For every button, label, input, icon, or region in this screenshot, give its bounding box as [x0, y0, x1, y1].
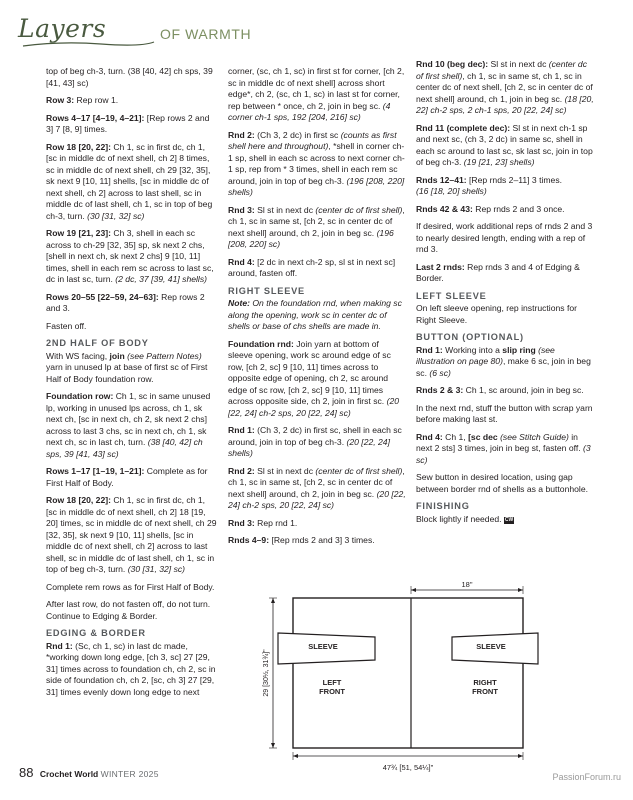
- text-run: Ch 1,: [442, 431, 469, 442]
- step-lead: Rows 4–17 [4–19, 4–21]:: [46, 112, 145, 123]
- text-italic: (see Pattern Notes): [124, 350, 202, 361]
- paragraph: [46, 95, 218, 107]
- stitch-count: (20 [22, 24] ch-2 sps, 20 [22, 24] sc): [228, 488, 406, 510]
- paragraph: [416, 514, 594, 526]
- text-run: After last row, do not fasten off, do not turn. Continue to Edging & Border.: [46, 599, 211, 621]
- stitch-count: (20 [22, 24] shells): [228, 436, 390, 458]
- step-lead: Foundation row:: [46, 391, 114, 401]
- text-italic: (see illustration on page 80): [416, 344, 555, 366]
- paragraph: [46, 292, 218, 315]
- paragraph: [416, 403, 594, 426]
- paragraph: [228, 66, 406, 124]
- text-run: , make 6 sc, join in beg sc.: [416, 356, 591, 378]
- column-middle: [228, 66, 406, 553]
- text-run: Ch 3, shell in each sc across to ch-29 [32, 35] sp, sk next 2 chs, [shell in next ch, sk next 2 chs] 9 [10, 11] times, shell in each rem sc across to last sc, dc in last sc, turn.: [46, 228, 214, 284]
- text-run: in next 2 sts] 3 times, join in beg st, fasten off.: [416, 431, 581, 453]
- step-lead: Rnds 42 & 43:: [416, 203, 473, 214]
- text-run: Fasten off.: [46, 320, 87, 331]
- section-heading: BUTTON (OPTIONAL): [416, 332, 524, 342]
- left-front-label-1: LEFT: [322, 678, 342, 687]
- step-lead: Last 2 rnds:: [416, 261, 465, 272]
- text-run: , ch 1, sc in same st, [ch 2, sc in center dc of next shell] around, ch 2, join in beg sc.: [228, 204, 405, 238]
- text-run: (Ch 3, 2 dc) in first sc: [254, 129, 339, 140]
- paragraph: [416, 204, 594, 216]
- text-italic: (center dc of first shell): [416, 59, 587, 81]
- text-run: (Ch 3, 2 dc) in first sc, shell in each sc around, join in top of beg ch-3.: [228, 425, 402, 447]
- paragraph: [416, 472, 594, 495]
- paragraph: [416, 59, 594, 117]
- paragraph: [46, 113, 218, 136]
- paragraph: [46, 66, 218, 89]
- stitch-count: (16 [18, 20] shells): [416, 186, 487, 196]
- paragraph: [46, 599, 218, 622]
- bottom-dimension: [293, 752, 523, 772]
- right-sleeve: [452, 633, 538, 664]
- stitch-count: (3 sc): [416, 443, 591, 465]
- paragraph: [416, 123, 594, 169]
- sleeve-label-right: SLEEVE: [476, 642, 506, 651]
- step-lead: Row 3:: [46, 95, 75, 105]
- stitch-count: (30 [31, 32] sc): [84, 210, 145, 221]
- sleeve-label-left: SLEEVE: [308, 642, 338, 651]
- stitch-count: (196 [208, 220] sc): [228, 227, 394, 249]
- top-dimension-label: 18": [461, 580, 473, 589]
- section-heading: RIGHT SLEEVE: [228, 285, 305, 296]
- paragraph: [46, 391, 218, 460]
- note-lead: Note:: [228, 298, 250, 308]
- step-lead: Foundation rnd:: [228, 338, 294, 349]
- left-sleeve: [278, 633, 375, 664]
- text-run: Sew button in desired location, using gap between border rnd of shells as a buttonhole.: [416, 472, 588, 494]
- paragraph: [416, 345, 594, 380]
- text-run: Ch 1, sc in first dc, ch 1, [sc in middle dc of next shell, ch 2] 8 times, sc in middle dc of next shell, ch 29 [32, 35], sk next 9 [10, 11] shells, [sc in middle dc of next shell, ch 2] across to last shell, sc in middle dc of last shell, ch 1, sc in top of beg ch-3, turn.: [46, 141, 213, 221]
- text-bold: slip ring: [502, 344, 536, 355]
- section-title-caps: OF WARMTH: [160, 26, 252, 42]
- side-dimension-label: 29 [30½, 31¾]": [263, 649, 270, 697]
- side-dimension: [262, 598, 277, 748]
- step-lead: Rnd 1:: [46, 640, 73, 651]
- step-lead: Row 18 [20, 22]:: [46, 141, 111, 152]
- text-run: yarn in unused lp at base of first sc of First Half of Body foundation row.: [46, 362, 208, 384]
- step-lead: Rnd 4:: [416, 431, 443, 442]
- text-run: [Rep rows 2 and 3] 7 [8, 9] times.: [46, 112, 210, 134]
- paragraph: [228, 466, 406, 512]
- step-lead: Rnd 1:: [228, 425, 255, 435]
- stitch-count: (196 [208, 220] shells): [228, 175, 405, 197]
- text-run: , ch 1, sc in same st, ch 1, sc in center dc of next shell, [ch 2, sc in center dc of next shell] around, ch 1, join in beg sc.: [416, 70, 593, 104]
- paragraph: [228, 425, 406, 460]
- text-bold: [sc dec: [468, 431, 498, 442]
- text-italic: (center dc of first shell): [313, 465, 403, 476]
- paragraph: [46, 495, 218, 576]
- step-lead: Rnd 2:: [228, 129, 255, 140]
- step-lead: Rows 1–17 [1–19, 1–21]:: [46, 466, 145, 476]
- text-run: Ch 1, sc in first dc, ch 1, [sc in middle dc of next shell, ch 2] 18 [19, 20] times, sc in middle dc of next shell, ch 29 [32, 35], sk next 9 [10, 11] shells, [sc in middle dc of next shell, ch 2] across to last shell, sc in middle dc of last shell, ch 1, sc in top of beg ch-3, turn.: [46, 495, 217, 574]
- stitch-count: (6 sc): [426, 367, 451, 378]
- text-run: (Sc, ch 1, sc) in last dc made, *working down long edge, [ch 3, sc] 27 [29, 31] times across to foundation ch, ch 2, sc in side of foundation ch, ch 2, [sc, ch 3] 27 [29, 31] times evenly down long edge to next: [46, 640, 216, 697]
- paragraph: [228, 535, 406, 547]
- magazine-name: Crochet World: [39, 769, 99, 779]
- note-text: On the foundation rnd, when making sc along the opening, work sc in center dc of shells or base of chs shells are made in.: [228, 298, 402, 331]
- text-run: Working into a: [442, 344, 503, 355]
- step-lead: Rows 20–55 [22–59, 24–63]:: [46, 291, 159, 302]
- paragraph: [46, 351, 218, 386]
- paragraph: [46, 582, 218, 594]
- section-heading: 2ND HALF OF BODY: [46, 338, 149, 348]
- paragraph: [228, 518, 406, 530]
- stitch-count: (30 [31, 32] sc): [125, 564, 186, 574]
- right-front-label-2: FRONT: [472, 687, 498, 696]
- text-run: Sl st in next ch-1 sp and next sc, (ch 3, 2 dc) in same sc, shell in each sc around to last sc, sk last sc, join in top of beg ch-3.: [416, 122, 593, 167]
- top-dimension: [411, 580, 523, 594]
- paragraph: [46, 466, 218, 489]
- paragraph: [46, 228, 218, 286]
- text-run: Sl st in next dc: [488, 59, 547, 69]
- left-front-label-2: FRONT: [319, 687, 345, 696]
- stitch-count: (38 [40, 42] ch sps, 39 [41, 43] sc): [46, 437, 203, 459]
- text-italic: (see Stitch Guide): [497, 431, 569, 442]
- paragraph: [416, 303, 594, 326]
- text-italic: (counts as first shell here and throughout): [228, 129, 397, 151]
- text-run: With WS facing,: [46, 350, 110, 361]
- text-run: On left sleeve opening, rep instructions for Right Sleeve.: [416, 303, 577, 325]
- page-number: 88: [19, 765, 34, 780]
- paragraph: [416, 262, 594, 285]
- text-run: Sl st in next dc: [254, 465, 314, 476]
- section-heading: FINISHING: [416, 501, 470, 511]
- text-run: Rep rnd 1.: [254, 517, 298, 528]
- stitch-count: (18 [20, 22] ch-2 sps, 2 ch-1 sps, 20 [22, 24] sc): [416, 93, 594, 115]
- text-run: top of beg ch-3, turn. (38 [40, 42] ch sps, 39 [41, 43] sc): [46, 66, 213, 88]
- issue-label: WINTER 2025: [100, 769, 159, 779]
- section-title-script: Layers: [18, 14, 107, 43]
- text-run: Rep rows 2 and 3.: [46, 291, 205, 313]
- text-run: Complete as for First Half of Body.: [46, 466, 208, 488]
- column-left: [46, 66, 218, 704]
- section-heading: LEFT SLEEVE: [416, 290, 487, 301]
- step-lead: Row 19 [21, 23]:: [46, 228, 111, 238]
- text-run: In the next rnd, stuff the button with scrap yarn before making last st.: [416, 402, 593, 424]
- paragraph: [228, 339, 406, 420]
- step-lead: Row 18 [20, 22]:: [46, 495, 111, 505]
- paragraph: [416, 432, 594, 467]
- stitch-count: (4 corner ch-1 sps, 192 [204, 216] sc): [228, 100, 391, 122]
- text-run: , *shell in corner ch-1 sp, shell in each sc across to next corner ch-1 sp, rep from * 3 times, shell in each rem sc around, join in top of beg ch-3.: [228, 141, 405, 186]
- step-lead: Rnd 3:: [228, 204, 255, 215]
- text-run: corner, (sc, ch 1, sc) in first st for corner, [ch 2, sc in middle dc of next shell] across short edge*, ch 2, (sc, ch 1, sc) in last st for corner, rep between * once, ch 2, join in beg sc.: [228, 66, 405, 111]
- paragraph: [416, 221, 594, 256]
- text-run: Join yarn at bottom of sleeve opening, work sc around edge of sc row, [ch 2, sc] 9 [10, 11] times across to opposite edge of opening, ch 2, sc around edge of sc row, [ch 2, sc] 9 [10, 11] times across opposite side, ch 2, join in first sc.: [228, 338, 391, 406]
- stitch-count: (19 [21, 23] shells): [461, 157, 535, 167]
- step-lead: Rnds 2 & 3:: [416, 385, 464, 395]
- text-run: Sl st in next dc: [254, 204, 314, 215]
- text-run: Block lightly if needed.: [416, 513, 502, 524]
- bottom-dimension-label: 47¾ [51, 54¼]": [382, 763, 434, 772]
- section-heading: EDGING & BORDER: [46, 628, 146, 638]
- garment-schematic: [240, 578, 600, 778]
- paragraph: [228, 257, 406, 280]
- title-swash-decoration: [21, 40, 156, 48]
- column-right: [416, 59, 594, 531]
- paragraph: [228, 205, 406, 251]
- step-lead: Rnd 3:: [228, 517, 255, 528]
- text-run: [Rep rnds 2 and 3] 3 times.: [269, 535, 375, 545]
- end-badge: CW: [504, 516, 514, 523]
- text-run: [Rep rnds 2–11] 3 times.: [466, 174, 563, 185]
- text-run: , ch 1, sc in same st, [ch 2, sc in center dc of next shell] around, ch 2, join in beg sc.: [228, 465, 405, 499]
- step-lead: Rnds 12–41:: [416, 174, 467, 185]
- section-header: [18, 10, 418, 50]
- step-lead: Rnd 1:: [416, 344, 443, 355]
- right-front-label-1: RIGHT: [473, 678, 497, 687]
- stitch-count: (2 dc, 37 [39, 41] shells): [112, 274, 207, 284]
- text-run: Complete rem rows as for First Half of Body.: [46, 581, 215, 592]
- stitch-count: (20 [22, 24] ch-2 sps, 20 [22, 24] sc): [228, 396, 400, 418]
- paragraph: [416, 175, 594, 198]
- watermark: PassionForum.ru: [552, 772, 621, 782]
- text-run: Ch 1, sc in same unused lp, working in unused lps across, ch 1, sk next ch, [sc in next ch, ch 2, sk next 2 chs] across to last 3 chs, sc in next ch, ch 1, sk next ch, sc in last ch, turn.: [46, 391, 211, 447]
- text-bold: join: [109, 350, 125, 361]
- step-lead: Rnd 4:: [228, 256, 255, 267]
- text-run: If desired, work additional reps of rnds 2 and 3 to nearly desired length, ending with a rep of rnd 3.: [416, 221, 593, 254]
- step-lead: Rnd 2:: [228, 465, 255, 476]
- page-footer: [19, 765, 159, 780]
- paragraph: [46, 142, 218, 223]
- text-run: Rep rnds 2 and 3 once.: [472, 203, 565, 214]
- step-lead: Rnd 10 (beg dec):: [416, 59, 489, 69]
- text-run: [2 dc in next ch-2 sp, sl st in next sc] around, fasten off.: [228, 256, 396, 278]
- paragraph: [228, 130, 406, 199]
- text-run: Rep row 1.: [74, 95, 119, 105]
- paragraph: [228, 298, 406, 333]
- text-italic: (center dc of first shell): [313, 204, 403, 215]
- step-lead: Rnds 4–9:: [228, 535, 270, 545]
- paragraph: [416, 385, 594, 397]
- blanket-outline: [293, 598, 523, 748]
- paragraph: [46, 641, 218, 699]
- text-run: Ch 1, sc around, join in beg sc.: [463, 385, 584, 395]
- text-run: Rep rnds 3 and 4 of Edging & Border.: [416, 261, 580, 283]
- paragraph: [46, 321, 218, 333]
- step-lead: Rnd 11 (complete dec):: [416, 122, 511, 133]
